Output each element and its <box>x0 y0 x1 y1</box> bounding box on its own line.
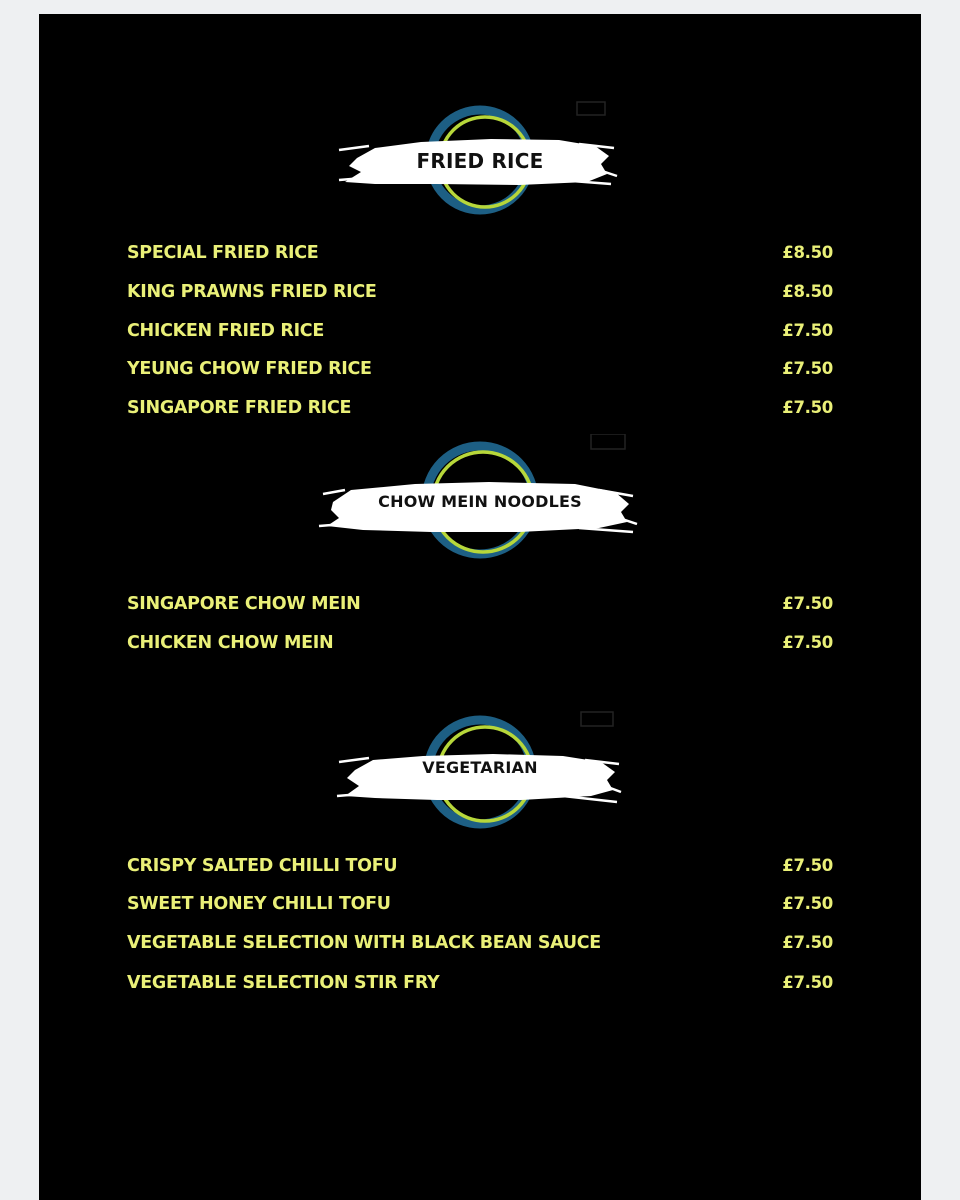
item-name: CRISPY SALTED CHILLI TOFU <box>127 856 398 876</box>
item-price: £8.50 <box>782 243 833 262</box>
menu-item-chicken-fried-rice <box>127 318 833 344</box>
item-price: £7.50 <box>782 398 833 417</box>
menu-item-singapore-fried-rice <box>127 395 833 421</box>
section-title-fried-rice: FRIED RICE <box>416 149 544 173</box>
item-price: £7.50 <box>782 973 833 992</box>
menu-item-singapore-chow-mein <box>127 591 833 617</box>
menu-item-special-fried-rice <box>127 240 833 266</box>
menu-item-yeung-chow-fried-rice <box>127 356 833 382</box>
item-name: KING PRAWNS FRIED RICE <box>127 282 377 302</box>
item-price: £8.50 <box>782 282 833 301</box>
item-name: CHICKEN CHOW MEIN <box>127 633 334 653</box>
item-name: YEUNG CHOW FRIED RICE <box>127 359 372 379</box>
item-name: VEGETABLE SELECTION STIR FRY <box>127 973 440 993</box>
menu-item-king-prawns-fried-rice <box>127 279 833 305</box>
menu-page <box>39 14 921 1200</box>
menu-item-sweet-honey-chilli-tofu <box>127 891 833 917</box>
item-price: £7.50 <box>782 633 833 652</box>
item-name: SWEET HONEY CHILLI TOFU <box>127 894 391 914</box>
item-name: SINGAPORE CHOW MEIN <box>127 594 361 614</box>
item-price: £7.50 <box>782 594 833 613</box>
section-title-chow-mein-noodles: CHOW MEIN NOODLES <box>378 492 582 511</box>
menu-item-crispy-salted-chilli-tofu <box>127 853 833 879</box>
section-badge-vegetarian <box>39 706 921 836</box>
section-title-vegetarian: VEGETARIAN <box>422 758 538 777</box>
item-price: £7.50 <box>782 894 833 913</box>
menu-item-chicken-chow-mein <box>127 630 833 656</box>
section-badge-chow-mein-noodles <box>39 434 921 564</box>
item-price: £7.50 <box>782 856 833 875</box>
item-price: £7.50 <box>782 933 833 952</box>
item-name: SPECIAL FRIED RICE <box>127 243 319 263</box>
section-badge-fried-rice <box>39 96 921 226</box>
item-name: SINGAPORE FRIED RICE <box>127 398 352 418</box>
menu-item-vegetable-selection-stir-fry <box>127 970 833 996</box>
item-name: VEGETABLE SELECTION WITH BLACK BEAN SAUCE <box>127 933 601 953</box>
item-price: £7.50 <box>782 359 833 378</box>
menu-item-vegetable-selection-black-bean-sauce <box>127 930 833 956</box>
item-name: CHICKEN FRIED RICE <box>127 321 324 341</box>
item-price: £7.50 <box>782 321 833 340</box>
